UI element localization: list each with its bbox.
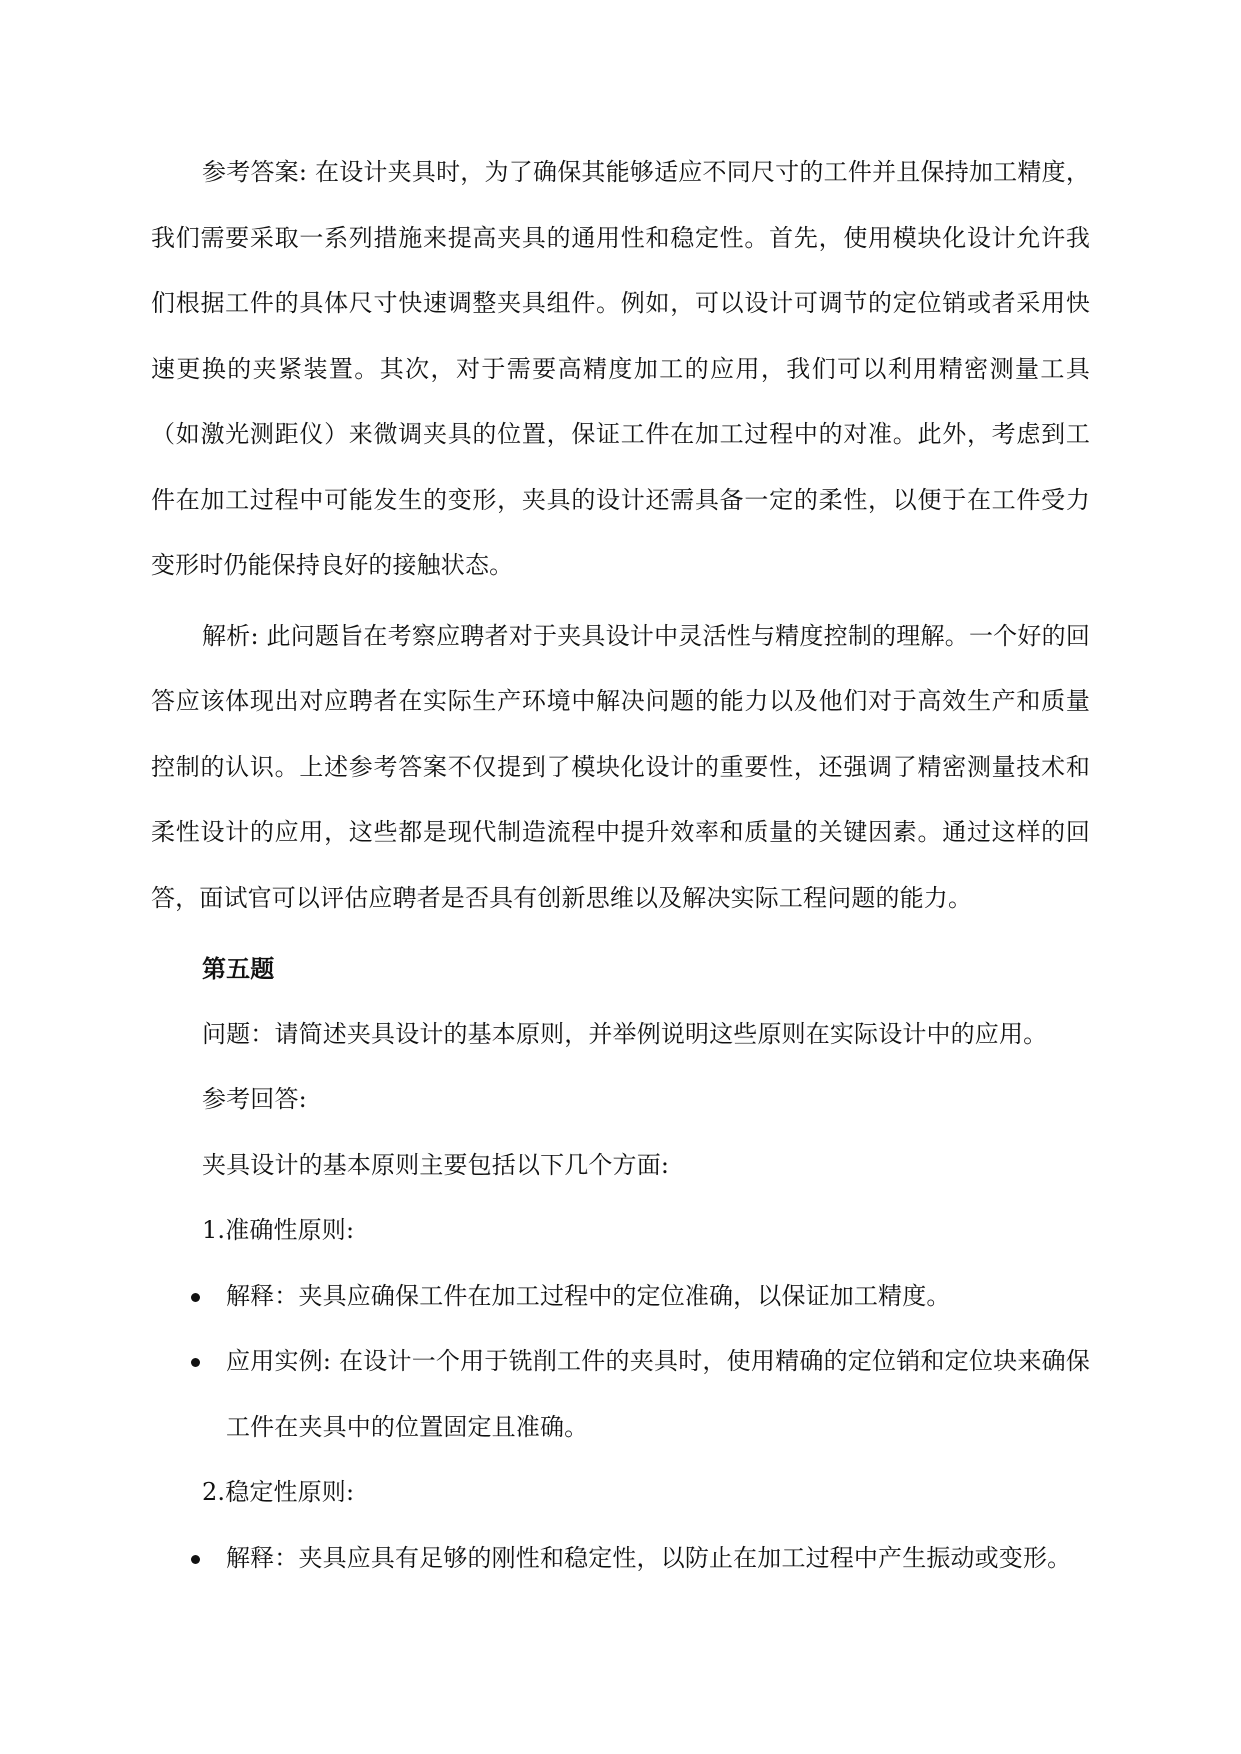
principle-bullet-list [151, 1526, 1090, 1592]
principle-title: 2.稳定性原则: [202, 1478, 355, 1506]
bullet-item [151, 1264, 1090, 1330]
question-text: 问题：请简述夹具设计的基本原则，并举例说明这些原则在实际设计中的应用。 [202, 1019, 1048, 1048]
bullet-dot-icon [191, 1293, 200, 1302]
principle-bullet-list [151, 1264, 1090, 1461]
principle-title: 1.准确性原则: [202, 1216, 355, 1244]
bullet-item [151, 1329, 1090, 1460]
answer-paragraph: 参考答案: 在设计夹具时，为了确保其能够适应不同尺寸的工件并且保持加工精度，我们需要采取一系列措施来提高夹具的通用性和稳定性。首先，使用模块化设计允许我们根据工件的具体尺寸快速调整夹具组件。例如，可以设计可调节的定位销或者采用快速更换的夹紧装置。其次，对于需要高精度加工的应用，我们可以利用精密测量工具（如激光测距仪）来微调夹具的位置，保证工件在加工过程中的对准。此外，考虑到工件在加工过程中可能发生的变形，夹具的设计还需具备一定的柔性，以便于在工件受力变形时仍能保持良好的接触状态。 [151, 158, 1090, 579]
intro-text: 夹具设计的基本原则主要包括以下几个方面: [202, 1150, 670, 1179]
bullet-text: 应用实例: 在设计一个用于铣削工件的夹具时，使用精确的定位销和定位块来确保工件在夹具中的位置固定且准确。 [226, 1347, 1090, 1441]
bullet-dot-icon [191, 1358, 200, 1367]
reference-label: 参考回答: [202, 1085, 307, 1113]
bullet-dot-icon [191, 1555, 200, 1564]
document-body [151, 140, 1090, 1591]
section-heading: 第五题 [202, 954, 275, 983]
analysis-paragraph: 解析: 此问题旨在考察应聘者对于夹具设计中灵活性与精度控制的理解。一个好的回答应该体现出对应聘者在实际生产环境中解决问题的能力以及他们对于高效生产和质量控制的认识。上述参考答案不仅提到了模块化设计的重要性，还强调了精密测量技术和柔性设计的应用，这些都是现代制造流程中提升效率和质量的关键因素。通过这样的回答，面试官可以评估应聘者是否具有创新思维以及解决实际工程问题的能力。 [151, 621, 1090, 912]
bullet-text: 解释：夹具应具有足够的刚性和稳定性，以防止在加工过程中产生振动或变形。 [226, 1543, 1072, 1572]
bullet-item [151, 1526, 1090, 1592]
bullet-text: 解释：夹具应确保工件在加工过程中的定位准确，以保证加工精度。 [226, 1281, 951, 1310]
